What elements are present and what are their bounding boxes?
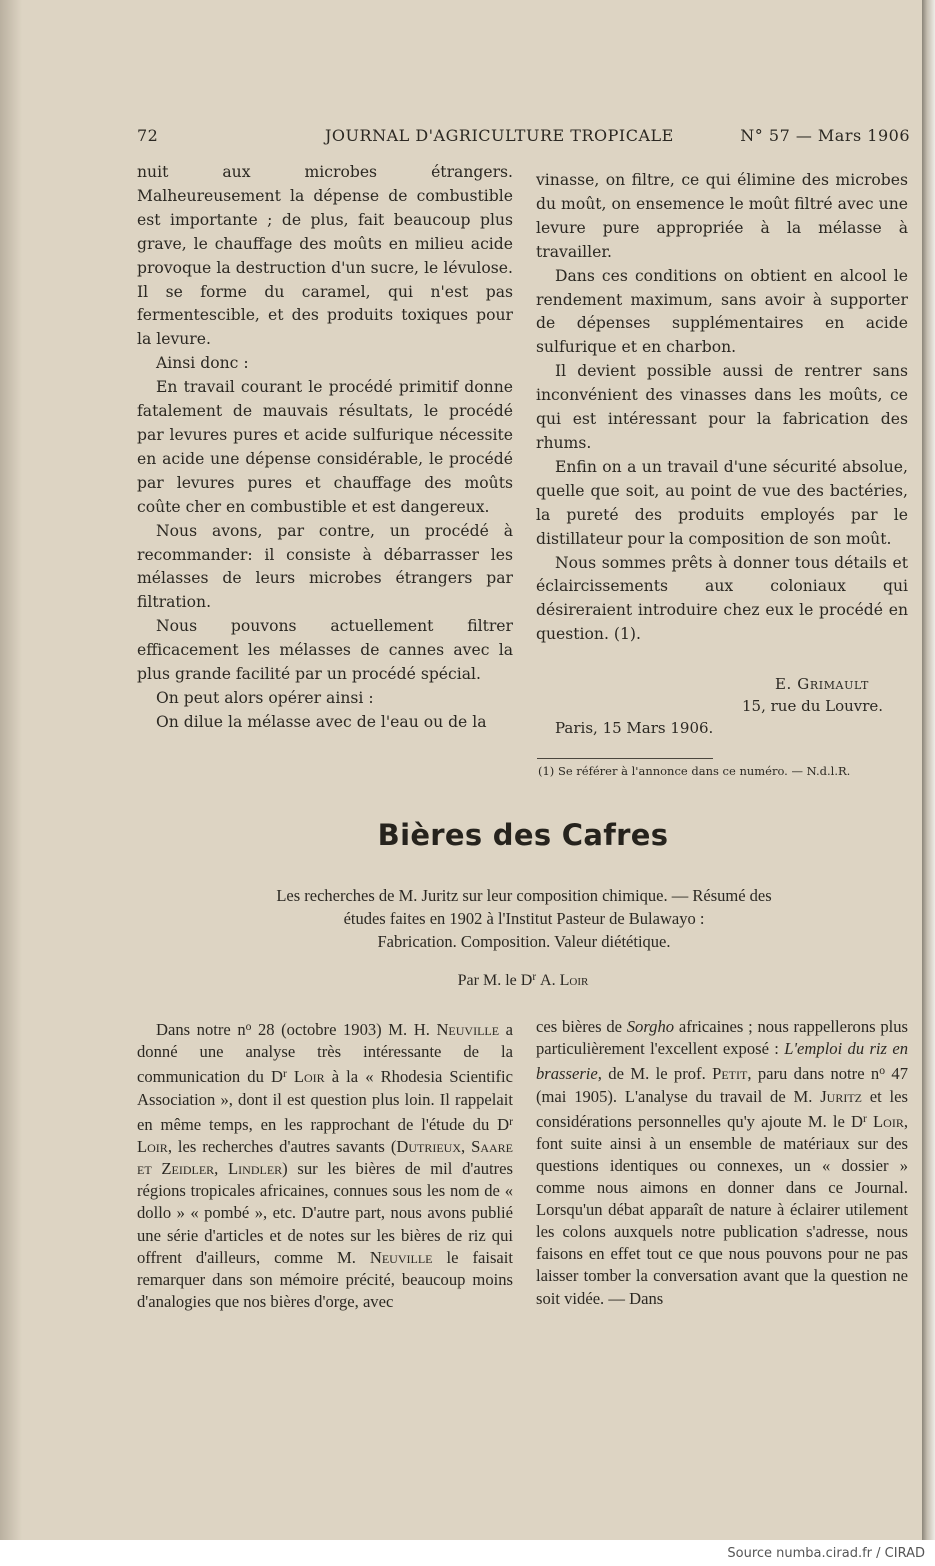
binding-shadow [0, 0, 22, 1540]
subtitle-line: Les recherches de M. Juritz sur leur composition chimique. — Résumé des [276, 886, 772, 905]
paragraph: Il devient possible aussi de rentrer sans inconvénient des vinasses dans les moûts, ce qui est intéressant pour la fabrication des rhums. [536, 362, 908, 452]
paragraph: On dilue la mélasse avec de l'eau ou de la [156, 712, 487, 731]
byline: Par M. le $D^r$ A. Loir [457, 971, 589, 990]
subtitle-line: études faites en 1902 à l'Institut Pasteur de Bulawayo : [343, 909, 705, 928]
running-header [137, 126, 910, 152]
subtitle-line: Fabrication. Composition. Valeur diététique. [377, 932, 671, 951]
paragraph: vinasse, on filtre, ce qui élimine des microbes du moût, on ensemence le moût filtré avec une levure pure appropriée à la mélasse à travailler. [536, 171, 908, 261]
article-column-right [536, 1016, 908, 1310]
paragraph: On peut alors opérer ainsi : [156, 688, 374, 707]
issue-number: N° 57 — Mars 1906 [740, 126, 910, 145]
source-credit: Source numba.cirad.fr / CIRAD [727, 1546, 925, 1561]
paragraph: Ainsi donc : [156, 354, 249, 373]
paragraph: nuit aux microbes étrangers. Malheureusement la dépense de combustible est importante ; de plus, fait beaucoup plus grave, le chauffage des moûts en milieu acide provoque la destruction d'un sucre, le lévulose. Il se forme du caramel, qui n'est pas fermentescible, et des produits toxiques pour la levure. [137, 163, 513, 349]
prev-article-column-left [137, 161, 513, 735]
paragraph: Nous sommes prêts à donner tous détails et éclaircissements aux coloniaux qui désireraient introduire chez eux le procédé en question. (1). [536, 553, 908, 644]
paragraph: ces bières de Sorgho africaines ; nous rappellerons plus particulièrement l'excellent exposé : L'emploi du riz en brasserie, de M. le prof. Petit, paru dans notre $n^o$ 47 (mai 1905). L'analyse du travail de M. Juritz et les considérations personnelles qu'y ajoute M. le $D^r$ Loir, font suite ainsi à un ensemble de matériaux sur des questions identiques ou connexes, un « dossier » comme nous aimons en donner dans ce Journal. Lorsqu'un débat apparaît de nature à éclairer utilement les colons auxquels notre publication s'adresse, nous faisons en effet tout ce que nous pouvons pour ne pas laisser tomber la conversation avant que la question ne soit vidée. — Dans [536, 1017, 909, 1308]
signature-date: Paris, 15 Mars 1906. [555, 719, 714, 737]
article-title: Bières des Cafres [377, 818, 669, 852]
prev-article-column-right [536, 169, 908, 647]
signature-address: 15, rue du Louvre. [742, 697, 884, 715]
paragraph: Nous pouvons actuellement filtrer efficacement les mélasses de cannes avec la plus grande facilité par un procédé spécial. [137, 617, 513, 684]
page-edge [922, 0, 935, 1540]
page-number: 72 [137, 126, 159, 145]
paragraph: Dans notre $n^o$ 28 (octobre 1903) M. H. Neuville a donné une analyse très intéressante de la communication du $D^r$ Loir à la « Rhodesia Scientific Association », dont il est question plus loin. Il rappelait en même temps, en les rapprochant de l'étude du $D^r$ Loir, les recherches d'autres savants (Dutrieux, Saare et Zeidler, Lindler) sur les bières de mil d'autres régions tropicales africaines, connues sous les nom de « dollo » « pombé », etc. D'autre part, nous avons publié une série d'articles et de notes sur les bières de riz qui offrent d'ailleurs, comme M. Neuville le faisait remarquer dans son mémoire précité, beaucoup moins d'analogies que nos bières d'orge, avec [137, 1020, 514, 1311]
footnote: (1) Se référer à l'annonce dans ce numéro. — N.d.l.R. [538, 764, 851, 778]
journal-title: JOURNAL D'AGRICULTURE TROPICALE [325, 126, 674, 145]
author-name: A. Loir [540, 972, 589, 990]
article-subtitle [200, 884, 848, 953]
footnote-rule [537, 758, 713, 759]
paragraph: En travail courant le procédé primitif donne fatalement de mauvais résultats, le procédé par levures pures et acide sulfurique nécessite en acide une dépense considérable, le procédé par levures pures et chauffage des moûts coûte cher en combustible et est dangereux. [137, 378, 513, 516]
signature-name: E. Grimault [775, 675, 869, 693]
article-column-left [137, 1016, 513, 1313]
paragraph: Nous avons, par contre, un procédé à recommander: il consiste à débarrasser les mélasses de leurs microbes étrangers par filtration. [137, 521, 513, 612]
paragraph: Dans ces conditions on obtient en alcool le rendement maximum, sans avoir à supporter de dépenses supplémentaires en acide sulfurique et en charbon. [536, 266, 908, 357]
paragraph: Enfin on a un travail d'une sécurité absolue, quelle que soit, au point de vue des bactéries, la pureté des produits employés par le distillateur pour la composition de son moût. [536, 457, 908, 548]
